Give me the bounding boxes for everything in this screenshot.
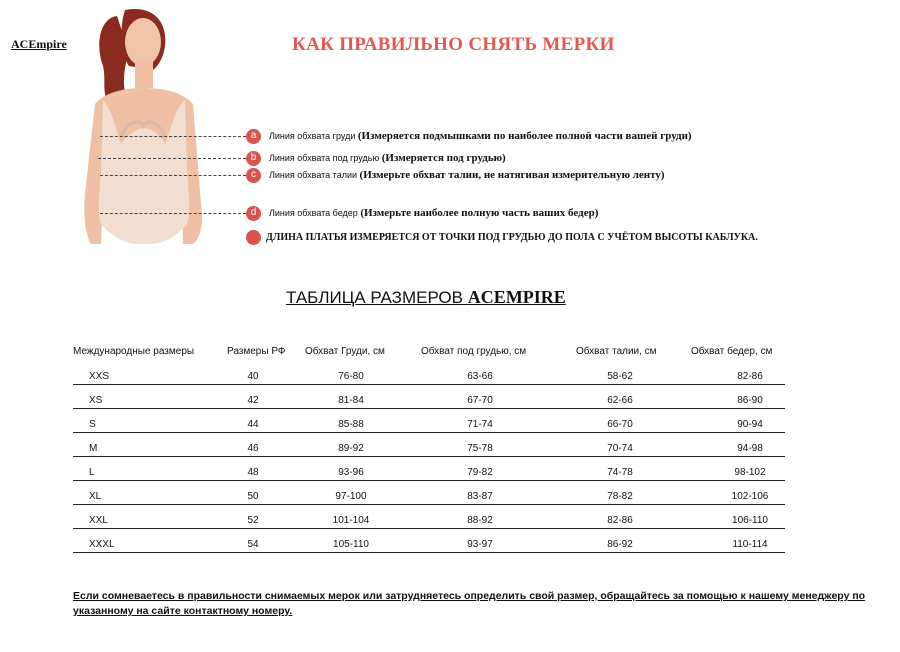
size-rf-cell: 40 (247, 371, 259, 382)
size-waist-cell: 66-70 (607, 419, 633, 430)
size-waist-cell: 74-78 (607, 467, 633, 478)
header-bust: Обхват Груди, см (305, 346, 385, 357)
size-underbust-cell: 79-82 (467, 467, 493, 478)
size-hips-cell: 90-94 (737, 419, 763, 430)
table-row-rule (73, 432, 785, 433)
size-intl-cell: XS (89, 395, 103, 406)
size-bust-cell: 81-84 (338, 395, 364, 406)
size-hips-cell: 110-114 (732, 539, 768, 550)
size-underbust-cell: 88-92 (467, 515, 493, 526)
size-intl-cell: XXXL (89, 539, 115, 550)
marker-c-icon: c (246, 168, 261, 183)
size-intl-cell: XL (89, 491, 102, 502)
measurement-c-label: Линия обхвата талии (269, 170, 358, 180)
size-underbust-cell: 83-87 (467, 491, 493, 502)
measurement-b-hint: (Измеряется под грудью) (381, 152, 506, 164)
measure-line-b (98, 158, 246, 159)
size-bust-cell: 76-80 (338, 371, 364, 382)
table-title (286, 287, 566, 308)
measurement-d-label: Линия обхвата бедер (269, 208, 358, 218)
footer-note: Если сомневаетесь в правильности снимаемых мерок или затрудняетесь определить свой размер, обращайтесь за помощью к нашему менеджеру по указанному на сайте контактному номеру. (73, 590, 866, 617)
table-row-rule (73, 480, 785, 481)
measurement-d-hint: (Измерьте наиболее полную часть ваших бедер) (360, 207, 599, 219)
size-underbust-cell: 71-74 (467, 419, 493, 430)
size-underbust-cell: 67-70 (467, 395, 493, 406)
table-row-rule (73, 384, 785, 385)
table-title-brand: ACEMPIRE (467, 287, 566, 307)
table-row-rule (73, 456, 785, 457)
size-waist-cell: 78-82 (607, 491, 633, 502)
size-hips-cell: 98-102 (734, 467, 766, 478)
size-bust-cell: 105-110 (333, 539, 369, 550)
size-waist-cell: 62-66 (607, 395, 633, 406)
table-row-rule (73, 552, 785, 553)
size-bust-cell: 93-96 (338, 467, 364, 478)
size-rf-cell: 44 (247, 419, 259, 430)
size-intl-cell: XXL (89, 515, 108, 526)
measure-line-c (100, 175, 246, 176)
marker-a-icon: a (246, 129, 261, 144)
size-hips-cell: 82-86 (737, 371, 763, 382)
size-underbust-cell: 75-78 (467, 443, 493, 454)
size-waist-cell: 58-62 (607, 371, 633, 382)
size-intl-cell: M (89, 443, 98, 454)
size-underbust-cell: 63-66 (467, 371, 493, 382)
size-intl-cell: S (89, 419, 96, 430)
size-waist-cell: 82-86 (607, 515, 633, 526)
measure-line-d (100, 213, 246, 214)
measurement-b (269, 152, 506, 164)
size-bust-cell: 85-88 (338, 419, 364, 430)
size-rf-cell: 42 (247, 395, 259, 406)
header-rf: Размеры РФ (227, 346, 286, 357)
size-rf-cell: 50 (247, 491, 259, 502)
dress-length-note: ДЛИНА ПЛАТЬЯ ИЗМЕРЯЕТСЯ ОТ ТОЧКИ ПОД ГРУДЬЮ ДО ПОЛА С УЧЁТОМ ВЫСОТЫ КАБЛУКА. (266, 232, 758, 243)
table-title-prefix: ТАБЛИЦА РАЗМЕРОВ (286, 288, 463, 307)
table-row-rule (73, 504, 785, 505)
size-bust-cell: 101-104 (332, 515, 370, 526)
size-bust-cell: 97-100 (335, 491, 367, 502)
measurement-a-hint: (Измеряется подмышками по наиболее полной части вашей груди) (357, 130, 692, 142)
header-hips: Обхват бедер, см (691, 346, 773, 357)
table-row-rule (73, 528, 785, 529)
measurement-c (269, 169, 665, 181)
size-intl-cell: L (89, 467, 95, 478)
measurement-a (269, 130, 692, 142)
size-rf-cell: 54 (247, 539, 259, 550)
measurement-a-label: Линия обхвата груди (269, 131, 356, 141)
measure-line-a (100, 136, 246, 137)
size-hips-cell: 94-98 (737, 443, 763, 454)
header-underbust: Обхват под грудью, см (421, 346, 527, 357)
measurement-b-label: Линия обхвата под грудью (269, 153, 380, 163)
size-underbust-cell: 93-97 (467, 539, 493, 550)
size-bust-cell: 89-92 (338, 443, 364, 454)
marker-d-icon: d (246, 206, 261, 221)
page-title: КАК ПРАВИЛЬНО СНЯТЬ МЕРКИ (292, 34, 615, 55)
marker-b-icon: b (246, 151, 261, 166)
brand-name: ACEmpire (11, 37, 67, 51)
size-hips-cell: 102-106 (731, 491, 769, 502)
marker-dress-icon (246, 230, 261, 245)
size-rf-cell: 52 (247, 515, 259, 526)
size-waist-cell: 86-92 (607, 539, 633, 550)
header-intl: Международные размеры (73, 346, 195, 357)
woman-figure-illustration (55, 4, 215, 246)
size-hips-cell: 106-110 (732, 515, 768, 526)
measurement-c-hint: (Измерьте обхват талии, не натягивая измерительную ленту) (359, 169, 665, 181)
measurement-d (269, 207, 598, 219)
size-waist-cell: 70-74 (607, 443, 633, 454)
size-rf-cell: 46 (247, 443, 259, 454)
size-intl-cell: XXS (89, 371, 110, 382)
header-waist: Обхват талии, см (576, 346, 657, 357)
size-rf-cell: 48 (247, 467, 259, 478)
table-row-rule (73, 408, 785, 409)
size-hips-cell: 86-90 (737, 395, 763, 406)
